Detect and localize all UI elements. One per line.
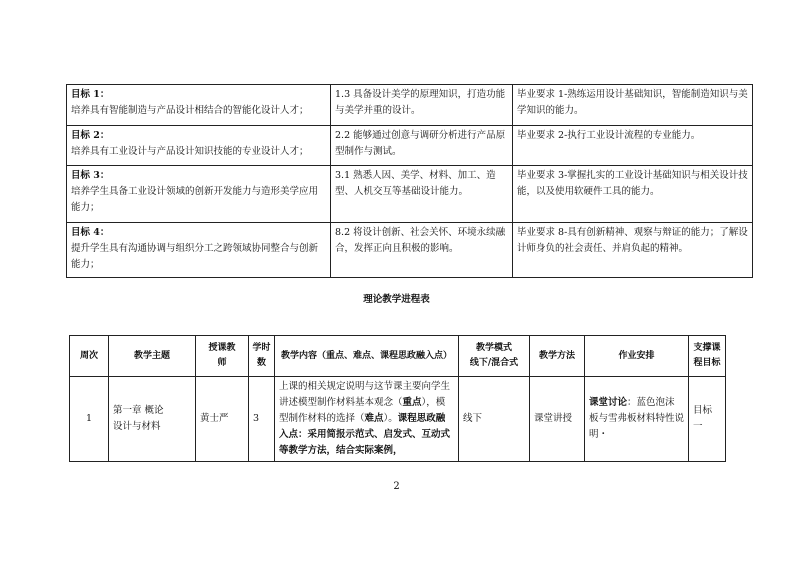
indicator-cell: 8.2 将设计创新、社会关怀、环境永续融合，发挥正向且积极的影响。 [331,223,513,278]
content-text: ），模型制作材料的选择（ [279,397,446,424]
content-ideology-point: 课程思政融入点：采用简报示范式、启发式、互动式等教学方法，结合实际案例， [279,413,451,456]
goal-description: 培养具有工业设计与产品设计知识技能的专业设计人才； [71,146,309,157]
page-number: 2 [393,481,400,492]
header-hours-line2: 数 [256,358,266,368]
header-week: 周次 [70,336,109,377]
goal-cell [67,166,331,223]
header-hours [249,336,275,377]
week-cell: 1 [70,377,109,462]
header-goal-line1: 支撑课 [693,343,721,353]
course-goal-table [66,84,753,278]
header-teacher-line2: 师 [217,358,227,368]
header-mode-line1: 教学模式 [475,343,512,353]
goal-row [67,126,753,166]
header-teacher [196,336,249,377]
mode-cell: 线下 [459,377,530,462]
goal-description: 提升学生具有沟通协调与组织分工之跨领域协同整合与创新能力； [71,243,319,270]
header-content: 教学内容（重点、难点、课程思政融入点） [275,336,459,377]
goal-description: 培养具有智能制造与产品设计相结合的智能化设计人才； [71,105,309,116]
goal-cell [67,126,331,166]
goal-cell [67,85,331,126]
goal-cell [67,223,331,278]
homework-text: ：蓝色泡沫板与雪弗板材料特性说明・ [589,397,685,440]
content-key-point: 重点 [402,397,422,408]
content-difficult-point: 难点 [364,413,384,424]
topic-line1: 第一章 概论 [113,405,164,416]
header-mode [459,336,530,377]
header-goal-line2: 程目标 [693,358,721,368]
header-method: 教学方法 [530,336,585,377]
schedule-caption: 理论教学进程表 [363,294,430,305]
schedule-header-row [70,336,726,377]
header-topic: 教学主题 [109,336,196,377]
graduation-requirement-cell: 毕业要求 1-熟练运用设计基础知识，智能制造知识与美学知识的能力。 [513,85,753,126]
homework-label: 课堂讨论 [589,397,628,408]
method-cell: 课堂讲授 [530,377,585,462]
header-homework: 作业安排 [585,336,689,377]
goal-title: 目标 3： [71,170,110,181]
graduation-requirement-cell: 毕业要求 8-具有创新精神、观察与辩证的能力；了解设计师身负的社会责任、并肩负起的精神。 [513,223,753,278]
goal-title: 目标 2： [71,130,110,141]
topic-cell [109,377,196,462]
topic-line2: 设计与材料 [113,421,161,432]
schedule-row [70,377,726,462]
goal-row [67,85,753,126]
content-text: ）。 [383,413,398,424]
goal-title: 目标 1： [71,89,110,100]
indicator-cell: 1.3 具备设计美学的原理知识，打造功能与美学并重的设计。 [331,85,513,126]
goal-title: 目标 4： [71,227,110,238]
homework-cell [585,377,689,462]
content-cell [275,377,459,462]
goal-cell: 目标一 [689,377,726,462]
header-hours-line1: 学时 [252,343,271,353]
indicator-cell: 3.1 熟悉人因、美学、材料、加工、造型、人机交互等基础设计能力。 [331,166,513,223]
header-mode-line2: 线下/混合式 [469,358,519,368]
graduation-requirement-cell: 毕业要求 2-执行工业设计流程的专业能力。 [513,126,753,166]
teacher-cell: 黄士严 [196,377,249,462]
indicator-cell: 2.2 能够通过创意与调研分析进行产品原型制作与测试。 [331,126,513,166]
hours-cell: 3 [249,377,275,462]
header-goal [689,336,726,377]
goal-description: 培养学生具备工业设计领域的创新开发能力与造形美学应用能力； [71,186,319,213]
teaching-schedule-table [69,335,726,462]
header-teacher-line1: 授课教 [208,343,236,353]
content-text: 上课的相关规定说明与这节课主要向学生讲述模型制作材料基本观念（ [279,381,451,408]
goal-row [67,166,753,223]
graduation-requirement-cell: 毕业要求 3-掌握扎实的工业设计基础知识与相关设计技能，以及使用软硬件工具的能力。 [513,166,753,223]
goal-row [67,223,753,278]
